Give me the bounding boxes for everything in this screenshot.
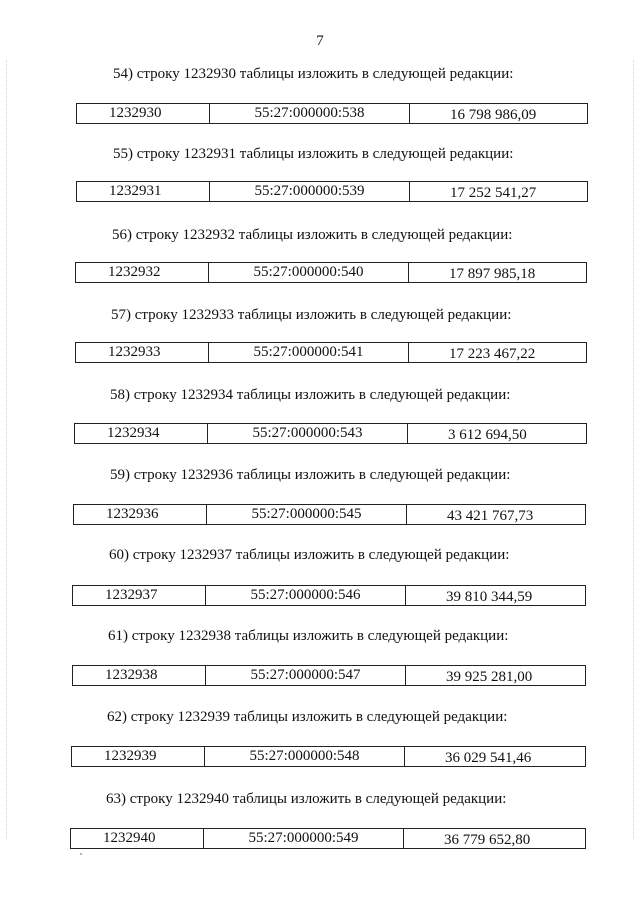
- row-number-cell: 1232936: [106, 506, 159, 522]
- page-number: 7: [316, 33, 324, 49]
- amendment-caption: 55) строку 1232931 таблицы изложить в следующей редакции:: [113, 146, 514, 162]
- cadastral-number-cell: 55:27:000000:546: [205, 586, 405, 605]
- value-cell: 16 798 986,09: [409, 104, 587, 123]
- table-row: [72, 665, 586, 686]
- table-row: [70, 828, 586, 849]
- scan-speck: [80, 853, 82, 855]
- table-row: [76, 103, 588, 124]
- value-cell: 17 223 467,22: [408, 343, 586, 362]
- amendment-caption: 60) строку 1232937 таблицы изложить в следующей редакции:: [109, 547, 510, 563]
- cadastral-number-cell: 55:27:000000:548: [204, 747, 404, 766]
- table-row: [75, 342, 587, 363]
- table-row: [74, 423, 587, 444]
- row-number-cell: 1232938: [105, 667, 158, 683]
- row-number-cell: 1232930: [109, 105, 162, 121]
- amendment-caption: 56) строку 1232932 таблицы изложить в следующей редакции:: [112, 227, 513, 243]
- value-cell: 39 925 281,00: [405, 666, 585, 685]
- table-row: [75, 262, 587, 283]
- left-margin-line: [6, 60, 7, 839]
- value-cell: 36 779 652,80: [403, 829, 585, 848]
- amendment-caption: 54) строку 1232930 таблицы изложить в следующей редакции:: [113, 66, 514, 82]
- table-row: [73, 504, 586, 525]
- cadastral-number-cell: 55:27:000000:545: [206, 505, 406, 524]
- amendment-caption: 57) строку 1232933 таблицы изложить в следующей редакции:: [111, 307, 512, 323]
- value-cell: 3 612 694,50: [407, 424, 586, 443]
- row-number-cell: 1232939: [104, 748, 157, 764]
- cadastral-number-cell: 55:27:000000:549: [203, 829, 403, 848]
- amendment-caption: 63) строку 1232940 таблицы изложить в следующей редакции:: [106, 791, 507, 807]
- table-row: [71, 746, 586, 767]
- cadastral-number-cell: 55:27:000000:541: [208, 343, 408, 362]
- value-cell: 17 252 541,27: [409, 182, 587, 201]
- amendment-caption: 58) строку 1232934 таблицы изложить в следующей редакции:: [110, 387, 511, 403]
- row-number-cell: 1232933: [108, 344, 161, 360]
- value-cell: 36 029 541,46: [404, 747, 585, 766]
- cadastral-number-cell: 55:27:000000:543: [207, 424, 407, 443]
- right-margin-line: [633, 60, 634, 839]
- cadastral-number-cell: 55:27:000000:538: [209, 104, 409, 123]
- amendment-caption: 61) строку 1232938 таблицы изложить в следующей редакции:: [108, 628, 509, 644]
- row-number-cell: 1232931: [109, 183, 162, 199]
- cadastral-number-cell: 55:27:000000:540: [208, 263, 408, 282]
- value-cell: 39 810 344,59: [405, 586, 585, 605]
- table-row: [72, 585, 586, 606]
- row-number-cell: 1232937: [105, 587, 158, 603]
- table-row: [76, 181, 588, 202]
- row-number-cell: 1232934: [107, 425, 160, 441]
- row-number-cell: 1232932: [108, 264, 161, 280]
- row-number-cell: 1232940: [103, 830, 156, 846]
- value-cell: 43 421 767,73: [406, 505, 585, 524]
- amendment-caption: 59) строку 1232936 таблицы изложить в следующей редакции:: [110, 467, 511, 483]
- value-cell: 17 897 985,18: [408, 263, 586, 282]
- cadastral-number-cell: 55:27:000000:547: [205, 666, 405, 685]
- amendment-caption: 62) строку 1232939 таблицы изложить в следующей редакции:: [107, 709, 508, 725]
- cadastral-number-cell: 55:27:000000:539: [209, 182, 409, 201]
